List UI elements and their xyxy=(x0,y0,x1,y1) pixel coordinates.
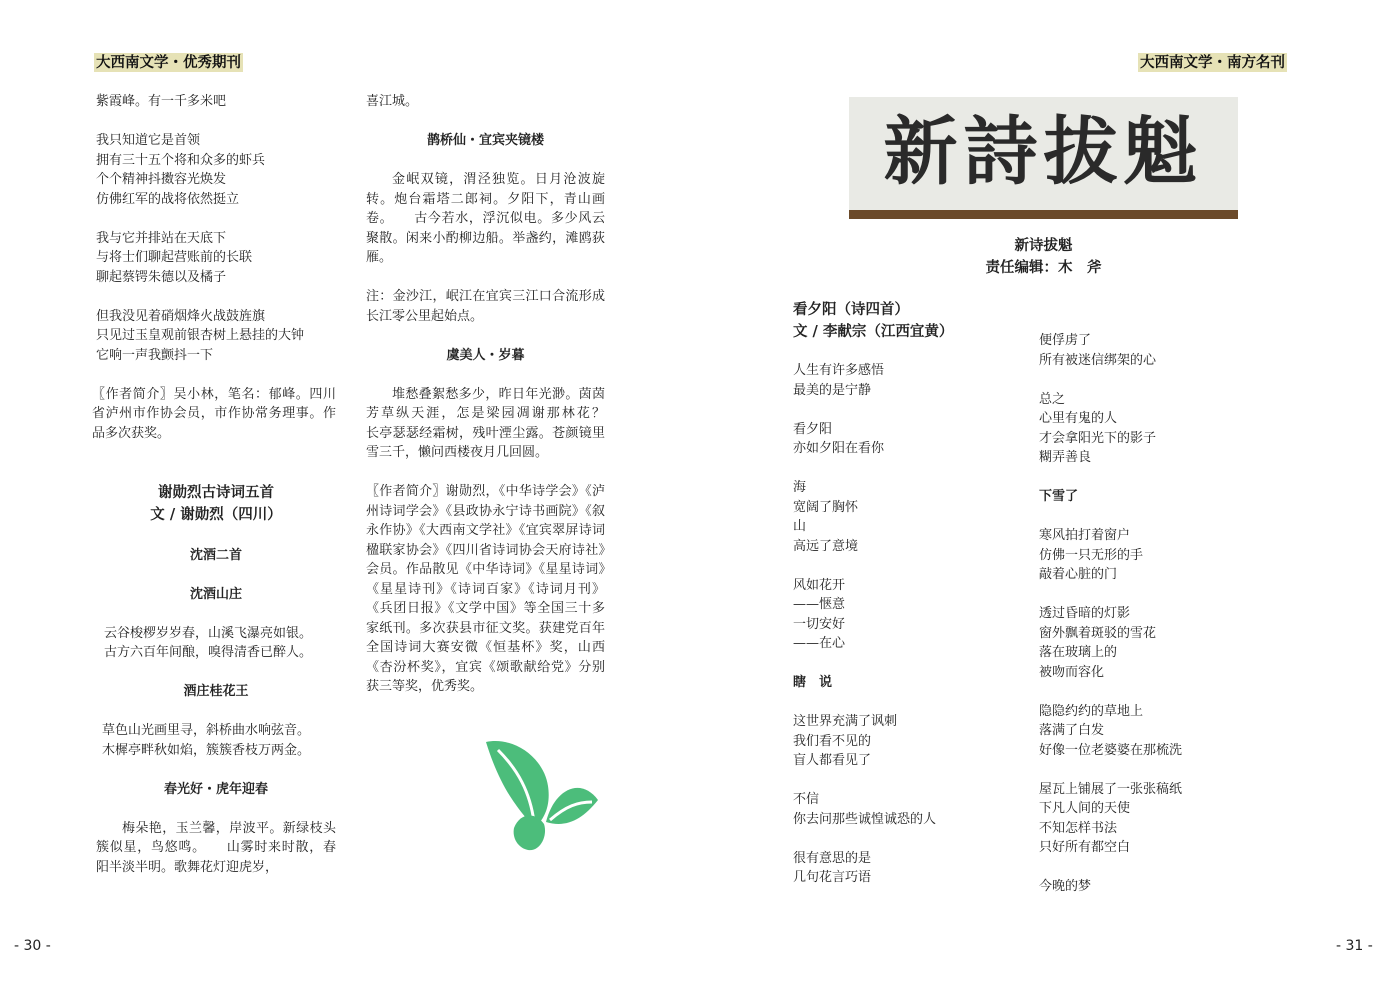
text-line: 几句花言巧语 xyxy=(793,870,872,885)
text-line: 你去问那些诚惶诚恐的人 xyxy=(793,811,937,827)
text-line: 所有被迷信绑架的心 xyxy=(1039,352,1157,368)
text-line: 落在玻璃上的 xyxy=(1039,645,1118,660)
banner-wood-edge xyxy=(849,210,1238,219)
calligraphy-banner xyxy=(849,97,1238,219)
subheading-xiashuo: 瞎 说 xyxy=(793,675,833,690)
text-line: ——惬意 xyxy=(793,597,846,612)
stanza-break xyxy=(96,112,336,132)
text-line: 古方六百年间酿，嗅得清香已醉人。 xyxy=(104,645,313,660)
subheading-yumeiren: 虞美人・岁暮 xyxy=(446,347,525,363)
left-column-2 xyxy=(366,92,632,697)
text-line: 个个精神抖擞容光焕发 xyxy=(96,172,227,187)
text-line: 不知怎样书法 xyxy=(1039,820,1118,836)
text-line: 看夕阳 xyxy=(793,421,833,437)
stanza-break xyxy=(1039,682,1269,702)
text-line: 但我没见着硝烟烽火战鼓旌旗 xyxy=(96,308,266,324)
text-line: 隐隐约约的草地上 xyxy=(1039,703,1144,719)
stanza-break xyxy=(793,829,1023,849)
text-line: 只见过玉皇观前银杏树上悬挂的大钟 xyxy=(96,328,305,343)
text-line: 很有意思的是 xyxy=(793,850,872,866)
poem-sunset-lines xyxy=(793,361,1023,654)
text-line: 屋瓦上铺展了一张张稿纸 xyxy=(1039,781,1183,797)
text-line: 才会拿阳光下的影子 xyxy=(1039,430,1157,446)
text-line: 糊弄善良 xyxy=(1039,450,1092,465)
text-line: 窗外飘着斑驳的雪花 xyxy=(1039,625,1157,641)
footnote: 注：金沙江，岷江在宜宾三江口合流形成长江零公里起始点。 xyxy=(366,289,605,324)
text-line: 山 xyxy=(793,519,807,534)
text-line: 拥有三十五个将和众多的虾兵 xyxy=(96,152,266,168)
text-line: 仿佛一只无形的手 xyxy=(1039,547,1144,563)
poem-spring-text: 梅朵艳，玉兰馨，岸波平。新绿枝头簇似星，鸟悠鸣。 山雾时来时散，春阳半淡半明。歌舞花灯迎虎岁， xyxy=(96,820,336,875)
leaf-sprout-icon xyxy=(478,736,602,856)
poem-snow-lines xyxy=(1039,526,1269,897)
text-line: 高远了意境 xyxy=(793,538,859,554)
text-line: 我们看不见的 xyxy=(793,733,872,749)
text-line: 聊起蔡锷朱德以及橘子 xyxy=(96,269,227,285)
text-line: 好像一位老婆婆在那梳洗 xyxy=(1039,742,1183,758)
text-line: 盲人都看见了 xyxy=(793,753,872,768)
text-line: 寒风拍打着窗户 xyxy=(1039,528,1131,543)
text-line: 喜江城。 xyxy=(366,94,419,109)
text-line: 我与它并排站在天底下 xyxy=(96,230,227,246)
text-line: 便俘虏了 xyxy=(1039,333,1092,348)
poem-lines-a xyxy=(96,92,336,365)
stanza-break xyxy=(1039,760,1269,780)
text-line: 落满了白发 xyxy=(1039,723,1105,738)
text-line: 下凡人间的天使 xyxy=(1039,801,1131,816)
text-line: 总之 xyxy=(1039,391,1066,407)
stanza-break xyxy=(1039,585,1269,605)
right-page-number: - 31 - xyxy=(1336,938,1373,954)
text-line: 只好所有都空白 xyxy=(1039,840,1131,855)
text-line: 宽阔了胸怀 xyxy=(793,499,859,515)
text-line: 仿佛红军的战将依然挺立 xyxy=(96,191,240,207)
poem-xiashuo-continued xyxy=(1039,331,1269,468)
right-column-1 xyxy=(793,361,1023,888)
left-column-1 xyxy=(92,92,336,877)
poem-osmanthus xyxy=(96,721,336,760)
author-bio-xie: 〖作者简介〗谢勋烈，《中华诗学会》《泸州诗词学会》《县政协永宁诗书画院》《叙永作协》《大西南文学社》《宜宾翠屏诗词楹联家协会》《四川省诗词协会天府诗社》会员。作品散见《中华诗词》《星星诗词》《星星诗刊》《诗词百家》《诗词月刊》《兵团日报》《文学中国》等全国三十多家纸刊。多次获县市征文奖。获建党百年全国诗词大赛安微《恒基杯》奖，山西《杏汾杯奖》，宜宾《颂歌献给党》分别获三等奖，优秀奖。 xyxy=(366,484,605,694)
stanza-break xyxy=(793,400,1023,420)
text-line: 这世界充满了讽刺 xyxy=(793,714,898,729)
text-line: 被吻而容化 xyxy=(1039,664,1105,680)
left-page-number: - 30 - xyxy=(14,938,51,954)
poem-chenjiu-villa xyxy=(96,624,336,663)
text-line: 今晚的梦 xyxy=(1039,879,1092,894)
text-line: 不信 xyxy=(793,792,820,807)
stanza-break xyxy=(1039,370,1269,390)
text-line: 它响一声我颤抖一下 xyxy=(96,347,214,363)
subheading-queqiaoxian: 鹊桥仙・宜宾夹镜楼 xyxy=(426,133,544,148)
text-line: 木樨亭畔秋如焰，簇簇香枝万两金。 xyxy=(102,742,311,758)
poem-title-xie: 谢勋烈古诗词五首 xyxy=(158,484,274,501)
stanza-break xyxy=(793,459,1023,479)
text-line: 云谷梭椤岁岁春，山溪飞瀑亮如银。 xyxy=(104,625,313,641)
text-line: 与将士们聊起营账前的长联 xyxy=(96,250,253,265)
right-page-header: 大西南文学・南方名刊 xyxy=(1140,54,1285,71)
poem-set-byline: 文 / 李献宗（江西宜黄） xyxy=(793,323,954,340)
text-line: 风如花开 xyxy=(793,577,846,593)
text-line: 心里有鬼的人 xyxy=(1039,411,1118,426)
poem-set-title: 看夕阳（诗四首） xyxy=(793,301,909,318)
author-bio-wu: 〖作者简介〗吴小林，笔名：郁峰。四川省泸州市作协会员，市作协常务理事。作品多次获奖。 xyxy=(92,386,336,441)
text-line: 一切安好 xyxy=(793,616,846,632)
poem-queqiaoxian-text: 金岷双镜，渭泾独览。日月沧波旋转。炮台霜塔二郎祠。夕阳下，青山画卷。 古今若水，浮沉似电。多少风云聚散。闲来小酌柳边船。举盏约，滩鸥荻雁。 xyxy=(366,172,605,265)
section-editor: 责任编辑：木 斧 xyxy=(985,259,1102,276)
section-title: 新诗拔魁 xyxy=(1014,237,1073,254)
text-line: 草色山光画里寻，斜桥曲水响弦音。 xyxy=(102,723,311,738)
poem-byline-xie: 文 / 谢勋烈（四川） xyxy=(150,506,282,523)
text-line: 最美的是宁静 xyxy=(793,382,872,398)
text-line: 我只知道它是首领 xyxy=(96,133,201,148)
text-line: 海 xyxy=(793,480,807,495)
right-column-2 xyxy=(1039,331,1269,897)
subheading-spring: 春光好・虎年迎春 xyxy=(163,781,268,797)
text-line: 透过昏暗的灯影 xyxy=(1039,606,1131,621)
subheading-osmanthus: 酒庄桂花王 xyxy=(183,684,249,699)
stanza-break xyxy=(96,209,336,229)
subheading-chenjiu-villa: 沈酒山庄 xyxy=(189,586,242,602)
stanza-break xyxy=(793,556,1023,576)
text-line: ——在心 xyxy=(793,636,846,651)
text-line: 亦如夕阳在看你 xyxy=(793,441,885,456)
banner-calligraphy-text: 新詩拔魁 xyxy=(883,109,1204,195)
left-page-header: 大西南文学・优秀期刊 xyxy=(96,54,241,71)
subheading-chenjiu: 沈酒二首 xyxy=(189,547,242,563)
stanza-break xyxy=(793,771,1023,791)
poem-xiashuo-lines xyxy=(793,712,1023,888)
stanza-break xyxy=(96,287,336,307)
text-line: 敲着心脏的门 xyxy=(1039,567,1118,582)
text-line: 人生有许多感悟 xyxy=(793,363,885,378)
poem-yumeiren-text: 堆愁叠絮愁多少，昨日年光渺。茵茵芳草纵天涯，怎是梁园凋谢那林花？ 长亭瑟瑟经霜树，残叶湮尘露。苍颜镜里雪三千，懒问西楼夜月几回圆。 xyxy=(366,386,632,460)
stanza-break xyxy=(1039,858,1269,878)
text-line: 紫霞峰。有一千多米吧 xyxy=(96,94,227,109)
subheading-snow: 下雪了 xyxy=(1039,489,1079,504)
